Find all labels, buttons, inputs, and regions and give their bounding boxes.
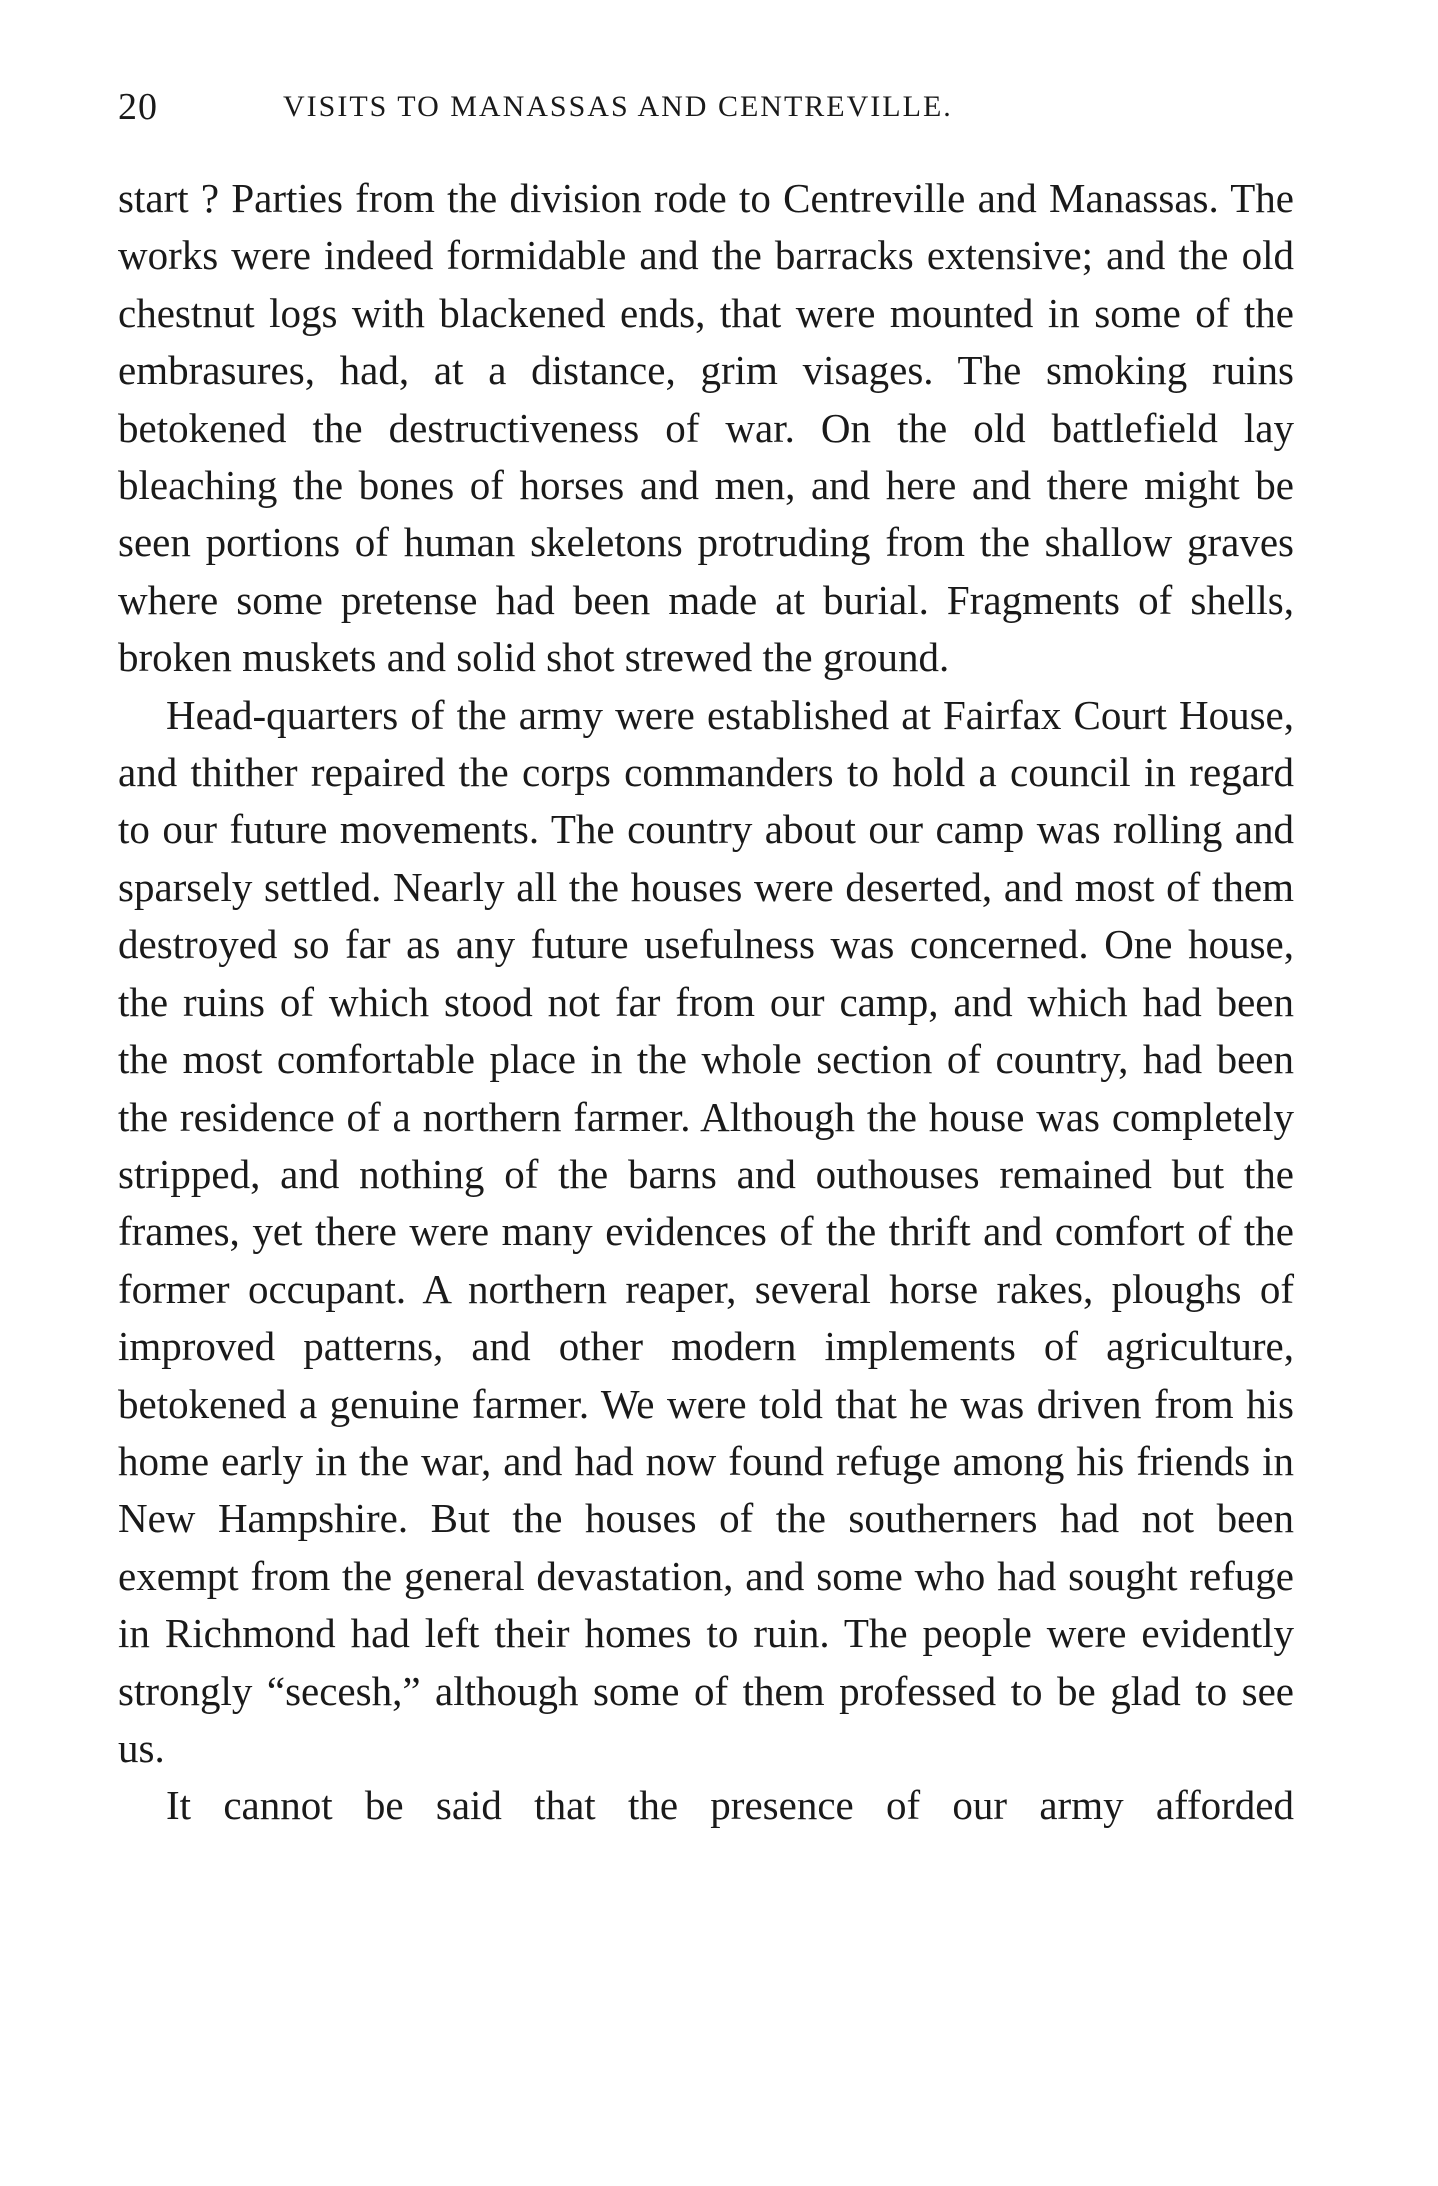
- running-title: VISITS TO MANASSAS AND CENTREVILLE.: [283, 90, 953, 123]
- page-number: 20: [118, 86, 158, 128]
- paragraph-headquarters: Head-quarters of the army were established at Fairfax Court House, and thither repaired the corps commanders to hold a council in regard to our future movements. The country about our camp was rolling and sparsely settled. Nearly all the houses were deserted, and most of them destroyed so far as any future usefulness was concerned. One house, the ruins of which stood not far from our camp, and which had been the most comfortable place in the whole section of country, had been the residence of a northern farmer. Although the house was completely stripped, and nothing of the barns and outhouses remained but the frames, yet there were many evidences of the thrift and comfort of the former occupant. A northern reaper, several horse rakes, ploughs of improved patterns, and other modern implements of agriculture, betokened a genuine farmer. We were told that he was driven from his home early in the war, and had now found refuge among his friends in New Hampshire. But the houses of the southerners had not been exempt from the general devastation, and some who had sought refuge in Richmond had left their homes to ruin. The people were evidently strongly “secesh,” although some of them professed to be glad to see us.: [118, 691, 1294, 1771]
- body-text: [118, 170, 1294, 1835]
- paragraph-continued: start ? Parties from the division rode to Centreville and Manassas. The works were indeed formidable and the barracks extensive; and the old chestnut logs with blackened ends, that were mounted in some of the embrasures, had, at a distance, grim visages. The smoking ruins betokened the destructiveness of war. On the old battlefield lay bleaching the bones of horses and men, and here and there might be seen portions of human skeletons protruding from the shallow graves where some pretense had been made at burial. Fragments of shells, broken muskets and solid shot strewed the ground.: [118, 175, 1294, 681]
- running-head: [118, 82, 1298, 132]
- paragraph-final-line: It cannot be said that the presence of our army afforded: [166, 1782, 1294, 1829]
